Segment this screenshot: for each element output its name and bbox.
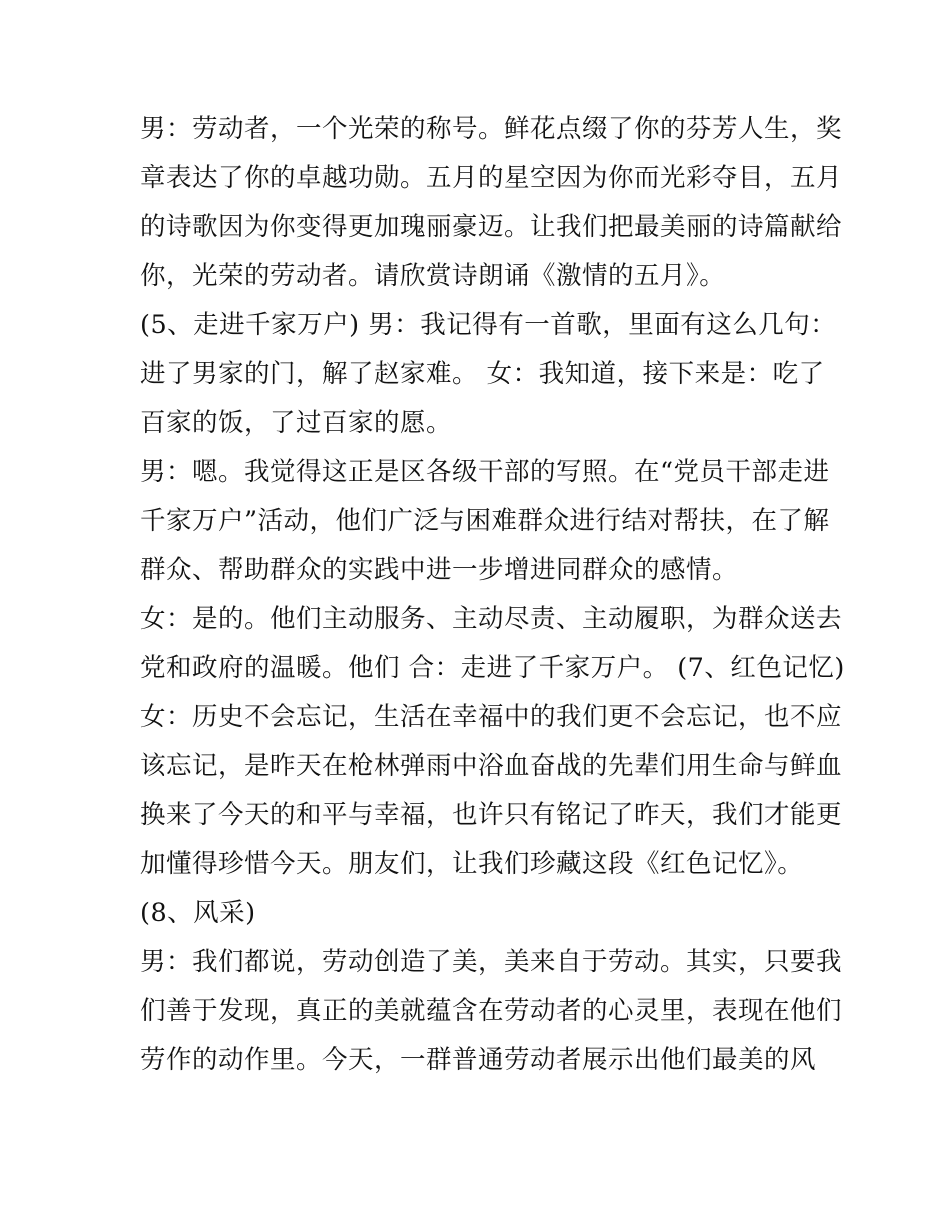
text-line: 的诗歌因为你变得更加瑰丽豪迈。让我们把最美丽的诗篇献给: [140, 212, 843, 242]
text-line: 章表达了你的卓越功勋。五月的星空因为你而光彩夺目，五月: [140, 163, 843, 193]
text-line: 换来了今天的和平与幸福，也许只有铭记了昨天，我们才能更: [140, 800, 843, 830]
text-line: 你，光荣的劳动者。请欣赏诗朗诵《激情的五月》。: [140, 261, 726, 291]
document-body: [140, 105, 845, 1085]
text-line: 男：我们都说，劳动创造了美，美来自于劳动。其实，只要我: [140, 947, 843, 977]
text-line: 男：嗯。我觉得这正是区各级干部的写照。在“党员干部走进: [140, 457, 830, 487]
text-line: (8、风采): [140, 898, 256, 928]
text-line: 们善于发现，真正的美就蕴含在劳动者的心灵里，表现在他们: [140, 996, 843, 1026]
text-line: 该忘记，是昨天在枪林弹雨中浴血奋战的先辈们用生命与鲜血: [140, 751, 843, 781]
text-line: 百家的饭，了过百家的愿。: [140, 408, 453, 438]
text-line: 加懂得珍惜今天。朋友们，让我们珍藏这段《红色记忆》。: [140, 849, 804, 879]
text-line: 党和政府的温暖。他们 合：走进了千家万户。 (7、红色记忆): [140, 653, 845, 683]
text-line: 进了男家的门，解了赵家难。 女：我知道，接下来是：吃了: [140, 359, 825, 389]
text-line: 劳作的动作里。今天，一群普通劳动者展示出他们最美的风: [140, 1045, 817, 1075]
text-line: 女：是的。他们主动服务、主动尽责、主动履职，为群众送去: [140, 604, 843, 634]
text-line: 女：历史不会忘记，生活在幸福中的我们更不会忘记，也不应: [140, 702, 843, 732]
text-line: 群众、帮助群众的实践中进一步增进同群众的感情。: [140, 555, 739, 585]
text-line: 男：劳动者，一个光荣的称号。鲜花点缀了你的芬芳人生，奖: [140, 114, 843, 144]
text-line: (5、走进千家万户) 男：我记得有一首歌，里面有这么几句：: [140, 310, 837, 340]
text-line: 千家万户”活动，他们广泛与困难群众进行结对帮扶，在了解: [140, 506, 830, 536]
